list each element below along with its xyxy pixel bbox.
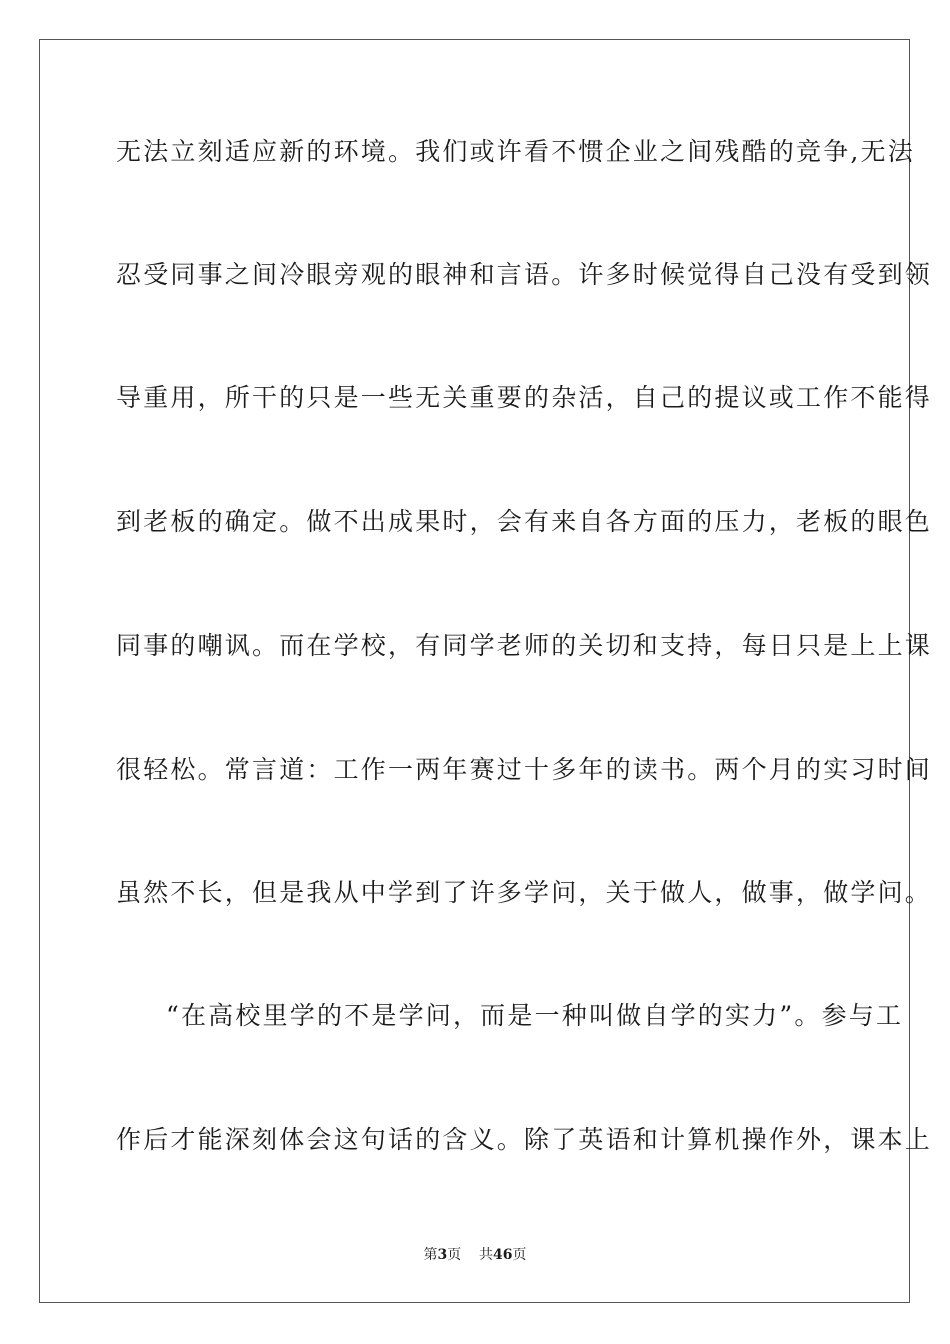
paragraph-line: 无法立刻适应新的环境。我们或许看不惯企业之间残酷的竞争,无法: [116, 137, 915, 166]
page-footer: [0, 1246, 950, 1264]
paragraph-line: 忍受同事之间冷眼旁观的眼神和言语。许多时候觉得自己没有受到领: [116, 260, 933, 289]
paragraph-line: 到老板的确定。做不出成果时，会有来自各方面的压力，老板的眼色: [116, 507, 933, 536]
footer-total-suffix: 页: [512, 1247, 527, 1263]
page-border: [39, 39, 933, 1303]
paragraph-line: 同事的嘲讽。而在学校，有同学老师的关切和支持，每日只是上上课: [116, 631, 933, 660]
footer-page-suffix: 页: [447, 1247, 462, 1263]
footer-page-number: 3: [437, 1247, 448, 1263]
paragraph-line: 很轻松。常言道：工作一两年赛过十多年的读书。两个月的实习时间: [116, 755, 933, 784]
paragraph-line-indented: “在高校里学的不是学问，而是一种叫做自学的实力”。参与工: [166, 1001, 904, 1030]
footer-total-prefix: 共: [479, 1247, 494, 1263]
footer-total-pages: 46: [493, 1247, 513, 1263]
paragraph-line: 虽然不长，但是我从中学到了许多学问，关于做人，做事，做学问。: [116, 878, 933, 907]
footer-page-prefix: 第: [423, 1247, 438, 1263]
paragraph-line: 作后才能深刻体会这句话的含义。除了英语和计算机操作外，课本上: [116, 1125, 933, 1154]
paragraph-line: 导重用，所干的只是一些无关重要的杂活，自己的提议或工作不能得: [116, 383, 933, 412]
